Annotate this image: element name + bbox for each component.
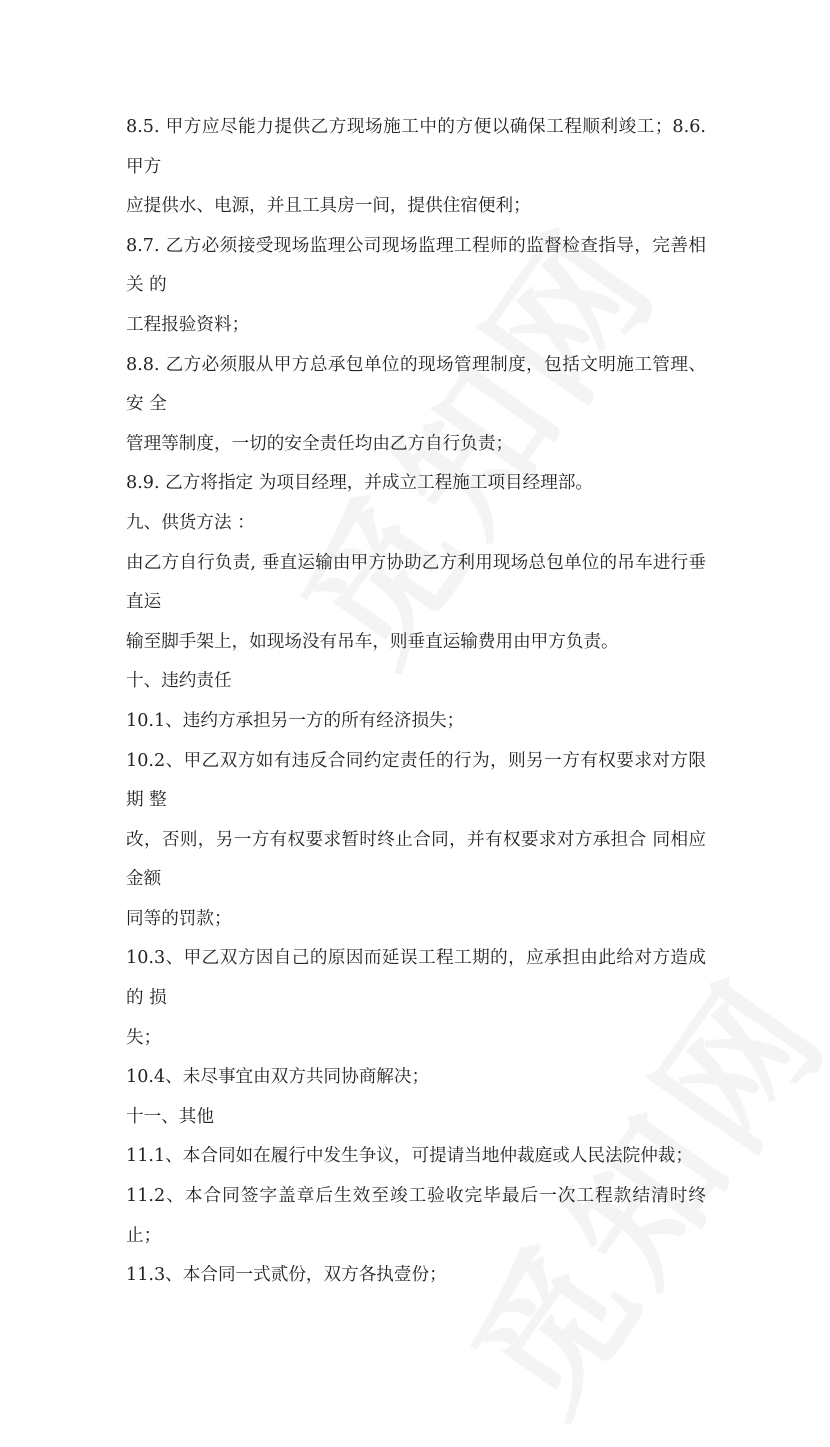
text-line: 10.2、甲乙双方如有违反合同约定责任的行为，则另一方有权要求对方限期 整 xyxy=(126,750,706,811)
text-line: 11.1、本合同如在履行中发生争议，可提请当地仲裁庭或人民法院仲裁； xyxy=(126,1146,693,1167)
text-line: 11.2、本合同签字盖章后生效至竣工验收完毕最后一次工程款结清时终止； xyxy=(126,1186,706,1246)
section-title: 十、违约责任 xyxy=(126,671,232,692)
section-heading-9 xyxy=(126,504,706,544)
clause-11-2 xyxy=(126,1177,706,1256)
clause-11-1 xyxy=(126,1137,706,1177)
text-line: 8.7. 乙方必须接受现场监理公司现场监理工程师的监督检查指导，完善相关 的 xyxy=(126,235,706,296)
section-heading-11 xyxy=(126,1098,706,1138)
document-page xyxy=(126,108,706,1296)
text-line: 8.8. 乙方必须服从甲方总承包单位的现场管理制度，包括文明施工管理、安 全 xyxy=(126,354,706,415)
text-line: 8.5. 甲方应尽能力提供乙方现场施工中的方便以确保工程顺利竣工；8.6. 甲方 xyxy=(126,117,706,177)
text-line: 由乙方自行负责, 垂直运输由甲方协助乙方利用现场总包单位的吊车进行垂直运 xyxy=(126,552,706,613)
clause-8-5-8-6 xyxy=(126,108,706,227)
text-line: 8.9. 乙方将指定 为项目经理，并成立工程施工项目经理部。 xyxy=(126,473,594,494)
clause-8-8 xyxy=(126,346,706,465)
section-title: 九、供货方法 ： xyxy=(126,512,255,533)
clause-10-2 xyxy=(126,742,706,940)
section-heading-10 xyxy=(126,662,706,702)
clause-10-4 xyxy=(126,1058,706,1098)
text-line: 应提供水、电源，并且工具房一间，提供住宿便利； xyxy=(126,196,531,217)
text-line: 11.3、本合同一式贰份，双方各执壹份； xyxy=(126,1265,447,1286)
text-line: 管理等制度，一切的安全责任均由乙方自行负责； xyxy=(126,433,514,454)
text-line: 输至脚手架上，如现场没有吊车，则垂直运输费用由甲方负责。 xyxy=(126,631,619,652)
clause-10-1 xyxy=(126,702,706,742)
text-line: 工程报验资料； xyxy=(126,314,250,335)
section-title: 十一、其他 xyxy=(126,1106,214,1127)
clause-8-7 xyxy=(126,227,706,346)
clause-8-9 xyxy=(126,464,706,504)
clause-10-3 xyxy=(126,939,706,1058)
text-line: 10.4、未尽事宜由双方共同协商解决； xyxy=(126,1067,430,1088)
text-line: 改，否则，另一方有权要求暂时终止合同，并有权要求对方承担合 同相应金额 xyxy=(126,829,706,890)
clause-11-3 xyxy=(126,1256,706,1296)
text-line: 同等的罚款； xyxy=(126,908,232,929)
supply-method-text xyxy=(126,544,706,663)
text-line: 10.3、甲乙双方因自己的原因而延误工程工期的，应承担由此给对方造成的 损 xyxy=(126,948,706,1009)
text-line: 10.1、违约方承担另一方的所有经济损失； xyxy=(126,710,465,731)
text-line: 失； xyxy=(126,1027,162,1048)
